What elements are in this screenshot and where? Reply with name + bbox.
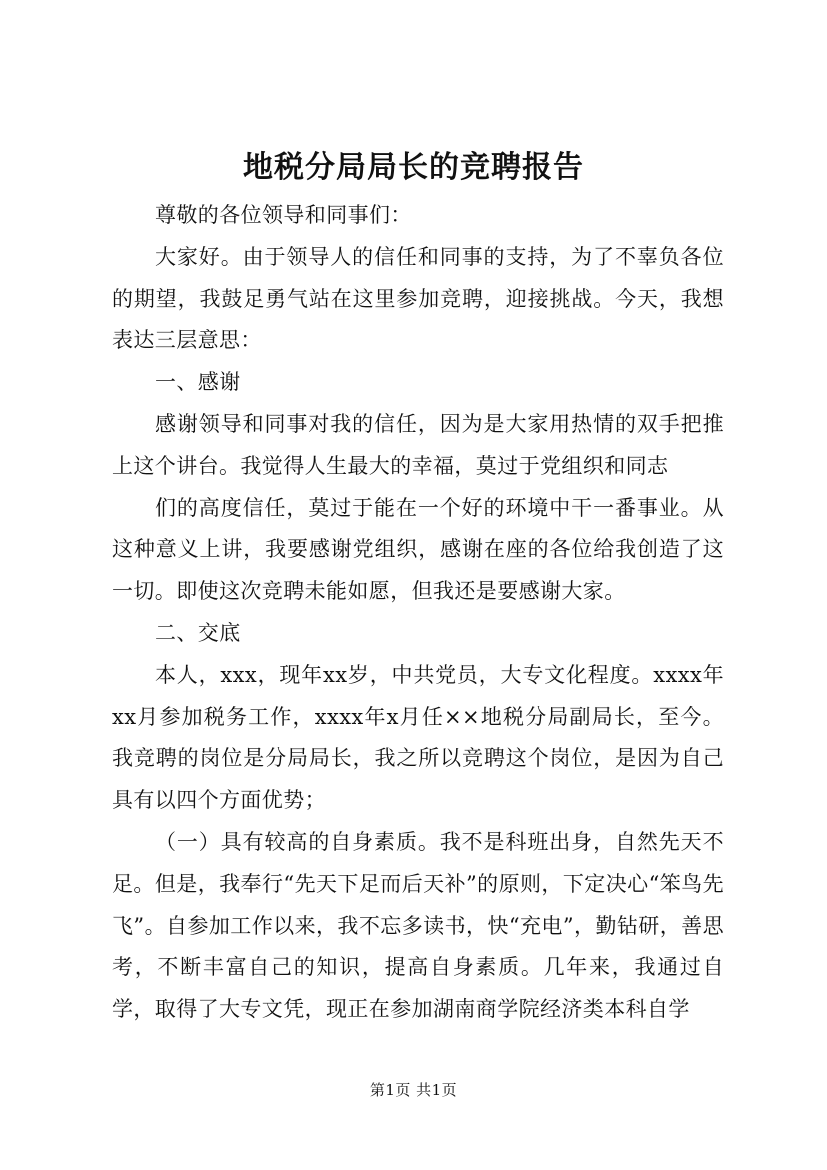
paragraph: 们的高度信任，莫过于能在一个好的环境中干一番事业。从这种意义上讲，我要感谢党组织，感谢在座的各位给我创造了这一切。即使这次竞聘未能如愿，但我还是要感谢大家。 (112, 495, 724, 604)
section-heading: 一、感谢 (155, 370, 241, 395)
document-body (112, 195, 724, 1031)
paragraph: 大家好。由于领导人的信任和同事的支持，为了不辜负各位的期望，我鼓足勇气站在这里参加竞聘，迎接挑战。今天，我想表达三层意思： (112, 244, 724, 353)
page-footer: 第1页 共1页 (369, 1081, 458, 1099)
paragraph: （一）具有较高的自身素质。我不是科班出身，自然先天不足。但是，我奉行“先天下足而后天补”的原则，下定决心“笨鸟先飞”。自参加工作以来，我不忘多读书，快“充电”，勤钻研，善思考，不断丰富自己的知识，提高自身素质。几年来，我通过自学，取得了大专文凭，现正在参加湖南商学院经济类本科自学 (112, 829, 724, 1022)
paragraph: 感谢领导和同事对我的信任，因为是大家用热情的双手把推上这个讲台。我觉得人生最大的幸福，莫过于党组织和同志 (112, 411, 724, 478)
section-heading: 二、交底 (155, 620, 241, 645)
document-title: 地税分局局长的竞聘报告 (243, 150, 584, 185)
paragraph: 本人，xxx，现年xx岁，中共党员，大专文化程度。xxxx年xx月参加税务工作，xxxx年x月任××地税分局副局长，至今。我竞聘的岗位是分局局长，我之所以竞聘这个岗位，是因为自己具有以四个方面优势； (112, 662, 724, 813)
salutation: 尊敬的各位领导和同事们： (155, 203, 412, 227)
